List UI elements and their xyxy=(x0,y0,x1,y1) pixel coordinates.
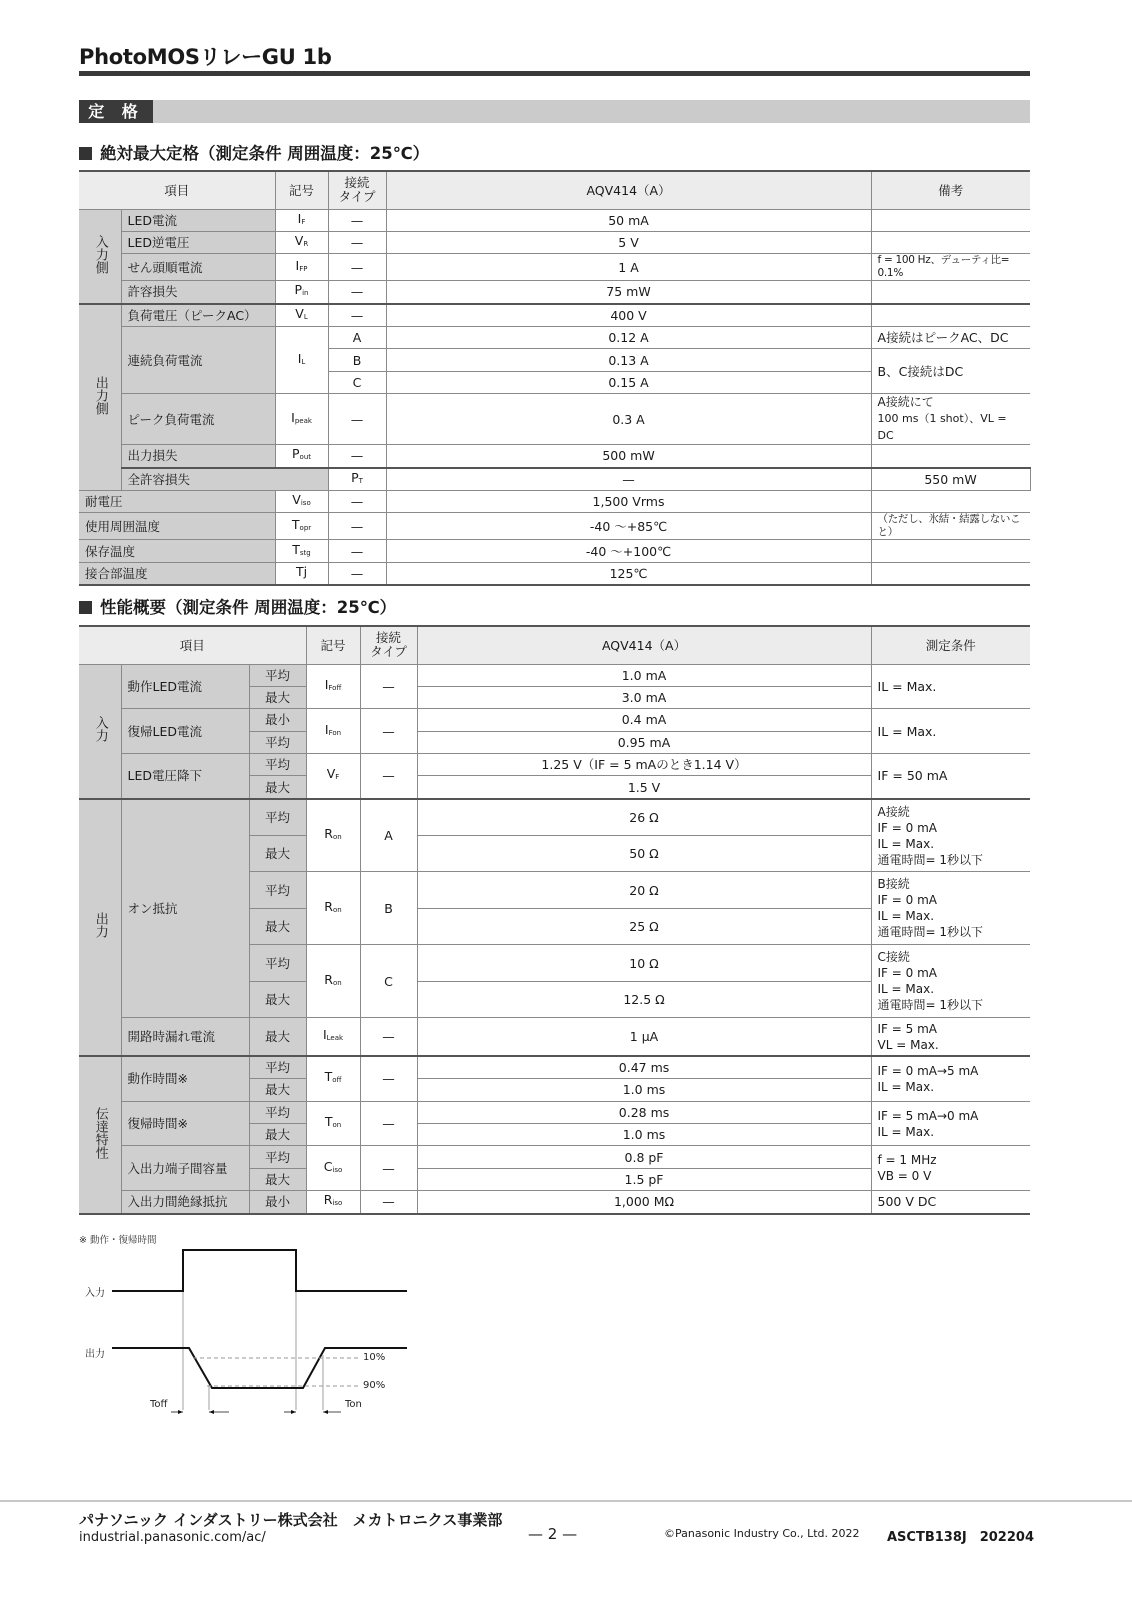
table-header-row xyxy=(79,626,1030,664)
qualifier: 平均 xyxy=(249,1101,306,1123)
conn-type: — xyxy=(360,754,417,799)
col-symbol: 記号 xyxy=(306,626,360,664)
table-row xyxy=(79,231,1030,253)
table-row xyxy=(79,754,1030,776)
conn-type: — xyxy=(328,304,386,327)
symbol: $R_{iso}$ xyxy=(306,1191,360,1214)
item-label: オン抵抗 xyxy=(121,799,249,1018)
symbol: $I_{FP}$ xyxy=(275,254,328,281)
diagram-toff-label: Toff xyxy=(150,1399,168,1410)
condition: IF = 5 mA VL = Max. xyxy=(871,1018,1030,1056)
conn-type: C xyxy=(328,371,386,393)
symbol: $I_F$ xyxy=(275,209,328,231)
table-row xyxy=(79,1191,1030,1214)
condition: IF = 50 mA xyxy=(871,754,1030,799)
conn-type: — xyxy=(328,281,386,304)
group-output: 出力側 xyxy=(79,304,121,491)
footer-company: パナソニック インダストリー株式会社 メカトロニクス事業部 xyxy=(79,1511,503,1529)
value: 26 Ω xyxy=(417,799,871,836)
item-label: 動作時間※ xyxy=(121,1056,249,1101)
table-header-row xyxy=(79,171,1030,209)
item-label: 使用周囲温度 xyxy=(79,513,275,540)
condition: C接続 IF = 0 mA IL = Max. 通電時間= 1秒以下 xyxy=(871,945,1030,1018)
page-number: — 2 — xyxy=(528,1525,578,1543)
timing-diagram xyxy=(79,1240,419,1420)
diagram-90pct-label: 90% xyxy=(363,1380,386,1391)
value: 125℃ xyxy=(386,562,871,585)
symbol: $R_{on}$ xyxy=(306,945,360,1018)
value: 50 Ω xyxy=(417,835,871,872)
conn-type: — xyxy=(328,209,386,231)
table-row xyxy=(79,445,1030,468)
remark xyxy=(871,491,1030,513)
conn-type: — xyxy=(328,254,386,281)
value: 0.95 mA xyxy=(417,731,871,753)
symbol: Tj xyxy=(275,562,328,585)
diagram-output-label: 出力 xyxy=(85,1349,105,1360)
value: 1.0 ms xyxy=(417,1124,871,1146)
condition: IF = 0 mA→5 mA IL = Max. xyxy=(871,1056,1030,1101)
performance-heading xyxy=(79,594,396,618)
diagram-note: ※ 動作・復帰時間 xyxy=(79,1235,157,1246)
condition: f = 1 MHz VB = 0 V xyxy=(871,1146,1030,1191)
conn-type: — xyxy=(328,513,386,540)
conn-type: — xyxy=(386,468,871,491)
qualifier: 最大 xyxy=(249,1079,306,1101)
qualifier: 最大 xyxy=(249,908,306,945)
conn-type: B xyxy=(360,872,417,945)
qualifier: 最大 xyxy=(249,1168,306,1190)
value: 0.13 A xyxy=(386,349,871,371)
table-row xyxy=(79,394,1030,445)
table-row xyxy=(79,664,1030,686)
value: 0.12 A xyxy=(386,327,871,349)
qualifier: 平均 xyxy=(249,664,306,686)
group-input: 入力 xyxy=(79,664,121,799)
remark xyxy=(871,281,1030,304)
item-label: 開路時漏れ電流 xyxy=(121,1018,249,1056)
table-row xyxy=(79,1146,1030,1168)
conn-type: — xyxy=(328,491,386,513)
performance-table xyxy=(79,625,1030,1215)
table-row xyxy=(79,468,1030,491)
col-conn-type: 接続 タイプ xyxy=(328,171,386,209)
conn-type: B xyxy=(328,349,386,371)
section-bar xyxy=(79,100,1030,123)
conn-type: C xyxy=(360,945,417,1018)
conn-type: — xyxy=(360,709,417,754)
value: 75 mW xyxy=(386,281,871,304)
value: 1.25 V（IF = 5 mAのとき1.14 V） xyxy=(417,754,871,776)
value: 50 mA xyxy=(386,209,871,231)
symbol: $P_{out}$ xyxy=(275,445,328,468)
remark: A接続はピークAC、DC xyxy=(871,327,1030,349)
qualifier: 平均 xyxy=(249,754,306,776)
value: 1.5 pF xyxy=(417,1168,871,1190)
group-output: 出力 xyxy=(79,799,121,1056)
qualifier: 最大 xyxy=(249,776,306,799)
col-model: AQV414（A） xyxy=(386,171,871,209)
symbol: $T_{on}$ xyxy=(306,1101,360,1146)
value: 550 mW xyxy=(871,468,1030,491)
col-conditions: 測定条件 xyxy=(871,626,1030,664)
qualifier: 平均 xyxy=(249,731,306,753)
table-row xyxy=(79,799,1030,836)
conn-type: — xyxy=(328,231,386,253)
qualifier: 最大 xyxy=(249,835,306,872)
col-symbol: 記号 xyxy=(275,171,328,209)
symbol: $I_{Foff}$ xyxy=(306,664,360,709)
value: 400 V xyxy=(386,304,871,327)
qualifier: 最大 xyxy=(249,981,306,1018)
remark: f = 100 Hz、デューティ比= 0.1% xyxy=(871,254,1030,281)
symbol: $V_R$ xyxy=(275,231,328,253)
square-bullet-icon xyxy=(79,601,92,614)
item-label: 接合部温度 xyxy=(79,562,275,585)
value: 0.4 mA xyxy=(417,709,871,731)
conn-type: — xyxy=(360,1018,417,1056)
table-row xyxy=(79,491,1030,513)
diagram-10pct-label: 10% xyxy=(363,1352,386,1363)
remark xyxy=(871,231,1030,253)
item-label: LED電圧降下 xyxy=(121,754,249,799)
remark xyxy=(871,209,1030,231)
conn-type: A xyxy=(360,799,417,872)
conn-type: — xyxy=(328,562,386,585)
diagram-ton-label: Ton xyxy=(345,1399,362,1410)
conn-type: — xyxy=(360,1056,417,1101)
symbol: $V_L$ xyxy=(275,304,328,327)
conn-type: — xyxy=(328,445,386,468)
col-item: 項目 xyxy=(79,171,275,209)
remark xyxy=(871,540,1030,562)
qualifier: 平均 xyxy=(249,1056,306,1079)
square-bullet-icon xyxy=(79,147,92,160)
table-row xyxy=(79,1101,1030,1123)
value: 3.0 mA xyxy=(417,686,871,708)
item-label: 負荷電圧（ピークAC） xyxy=(121,304,275,327)
condition: B接続 IF = 0 mA IL = Max. 通電時間= 1秒以下 xyxy=(871,872,1030,945)
value: 0.8 pF xyxy=(417,1146,871,1168)
col-remarks: 備考 xyxy=(871,171,1030,209)
qualifier: 平均 xyxy=(249,1146,306,1168)
table-row xyxy=(79,254,1030,281)
value: -40 ～+100℃ xyxy=(386,540,871,562)
footer-url[interactable]: industrial.panasonic.com/ac/ xyxy=(79,1530,266,1545)
item-label: 耐電圧 xyxy=(79,491,275,513)
qualifier: 最大 xyxy=(249,686,306,708)
symbol: $P_{in}$ xyxy=(275,281,328,304)
table-row xyxy=(79,1056,1030,1079)
page-title: PhotoMOSリレーGU 1b xyxy=(79,45,332,69)
conn-type: — xyxy=(360,1146,417,1191)
condition: IF = 5 mA→0 mA IL = Max. xyxy=(871,1101,1030,1146)
col-conn-type: 接続 タイプ xyxy=(360,626,417,664)
value: 1.0 ms xyxy=(417,1079,871,1101)
condition: 500 V DC xyxy=(871,1191,1030,1214)
group-transfer: 伝達特性 xyxy=(79,1056,121,1214)
value: 25 Ω xyxy=(417,908,871,945)
symbol: $C_{iso}$ xyxy=(306,1146,360,1191)
remark xyxy=(871,445,1030,468)
conn-type: — xyxy=(360,1101,417,1146)
footer-copyright: ©Panasonic Industry Co., Ltd. 2022 xyxy=(664,1527,860,1540)
symbol: $V_F$ xyxy=(306,754,360,799)
item-label: 復帰LED電流 xyxy=(121,709,249,754)
symbol: $I_L$ xyxy=(275,327,328,394)
remark: （ただし、氷結・結露しないこと） xyxy=(871,513,1030,540)
value: 20 Ω xyxy=(417,872,871,909)
condition: A接続 IF = 0 mA IL = Max. 通電時間= 1秒以下 xyxy=(871,799,1030,872)
item-label: 保存温度 xyxy=(79,540,275,562)
qualifier: 平均 xyxy=(249,945,306,982)
value: 0.15 A xyxy=(386,371,871,393)
table-row xyxy=(79,513,1030,540)
value: 1 A xyxy=(386,254,871,281)
item-label: 出力損失 xyxy=(121,445,275,468)
item-label: LED逆電圧 xyxy=(121,231,275,253)
value: 12.5 Ω xyxy=(417,981,871,1018)
item-label: 許容損失 xyxy=(121,281,275,304)
table-row xyxy=(79,709,1030,731)
table-row xyxy=(79,304,1030,327)
diagram-input-label: 入力 xyxy=(85,1288,105,1299)
value: 5 V xyxy=(386,231,871,253)
item-label: せん頭順電流 xyxy=(121,254,275,281)
value: 0.47 ms xyxy=(417,1056,871,1079)
condition: IL = Max. xyxy=(871,709,1030,754)
table-row xyxy=(79,562,1030,585)
title-divider xyxy=(79,71,1030,76)
value: 1,500 Vrms xyxy=(386,491,871,513)
item-label: 動作LED電流 xyxy=(121,664,249,709)
abs-max-heading-text: 絶対最大定格（測定条件 周囲温度：25℃） xyxy=(100,144,430,163)
condition: IL = Max. xyxy=(871,664,1030,709)
performance-heading-text: 性能概要（測定条件 周囲温度：25℃） xyxy=(100,598,397,617)
symbol: $I_{Leak}$ xyxy=(306,1018,360,1056)
abs-max-table xyxy=(79,170,1030,586)
value: 1 μA xyxy=(417,1018,871,1056)
remark: B、C接続はDC xyxy=(871,349,1030,394)
value: 0.3 A xyxy=(386,394,871,445)
conn-type: — xyxy=(328,394,386,445)
item-label: LED電流 xyxy=(121,209,275,231)
conn-type: A xyxy=(328,327,386,349)
conn-type: — xyxy=(360,664,417,709)
col-item: 項目 xyxy=(79,626,306,664)
footer-doc-code: ASCTB138J 202204 xyxy=(887,1530,1034,1545)
conn-type: — xyxy=(360,1191,417,1214)
qualifier: 最小 xyxy=(249,709,306,731)
symbol: $T_{opr}$ xyxy=(275,513,328,540)
remark xyxy=(871,304,1030,327)
symbol: $T_{stg}$ xyxy=(275,540,328,562)
item-label: 復帰時間※ xyxy=(121,1101,249,1146)
abs-max-heading xyxy=(79,140,429,164)
qualifier: 平均 xyxy=(249,872,306,909)
value: -40 ～+85℃ xyxy=(386,513,871,540)
group-input: 入力側 xyxy=(79,209,121,304)
value: 10 Ω xyxy=(417,945,871,982)
symbol: $I_{Fon}$ xyxy=(306,709,360,754)
symbol: $R_{on}$ xyxy=(306,799,360,872)
qualifier: 最大 xyxy=(249,1124,306,1146)
remark: A接続にて 100 ms（1 shot）、VL = DC xyxy=(871,394,1030,445)
conn-type: — xyxy=(328,540,386,562)
table-row xyxy=(79,327,1030,349)
symbol: $I_{peak}$ xyxy=(275,394,328,445)
table-row xyxy=(79,281,1030,304)
item-label: 全許容損失 xyxy=(121,468,328,491)
value: 1,000 MΩ xyxy=(417,1191,871,1214)
footer-divider xyxy=(0,1500,1132,1502)
table-row xyxy=(79,209,1030,231)
value: 1.0 mA xyxy=(417,664,871,686)
item-label: 入出力端子間容量 xyxy=(121,1146,249,1191)
col-model: AQV414（A） xyxy=(417,626,871,664)
section-tag: 定 格 xyxy=(79,100,153,123)
value: 500 mW xyxy=(386,445,871,468)
symbol: $T_{off}$ xyxy=(306,1056,360,1101)
qualifier: 最小 xyxy=(249,1191,306,1214)
remark xyxy=(871,562,1030,585)
item-label: 連続負荷電流 xyxy=(121,327,275,394)
qualifier: 平均 xyxy=(249,799,306,836)
value: 1.5 V xyxy=(417,776,871,799)
symbol: $P_T$ xyxy=(328,468,386,491)
table-row xyxy=(79,540,1030,562)
value: 0.28 ms xyxy=(417,1101,871,1123)
item-label: 入出力間絶縁抵抗 xyxy=(121,1191,249,1214)
qualifier: 最大 xyxy=(249,1018,306,1056)
table-row xyxy=(79,1018,1030,1056)
symbol: $V_{iso}$ xyxy=(275,491,328,513)
symbol: $R_{on}$ xyxy=(306,872,360,945)
item-label: ピーク負荷電流 xyxy=(121,394,275,445)
